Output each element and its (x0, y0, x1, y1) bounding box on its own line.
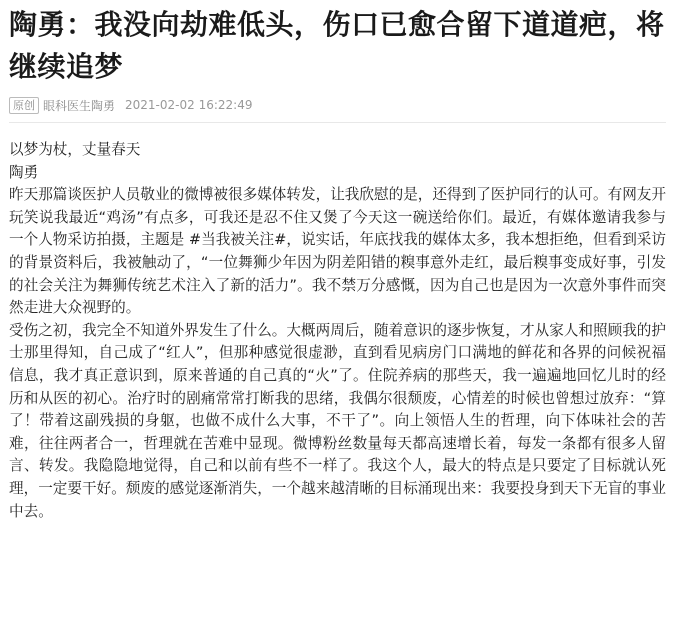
divider (9, 122, 666, 123)
original-badge: 原创 (9, 97, 39, 114)
article-body (9, 139, 666, 523)
paragraph: 昨天那篇谈医护人员敬业的微博被很多媒体转发，让我欣慰的是，还得到了医护同行的认可。有网友开玩笑说我最近“鸡汤”有点多，可我还是忍不住又煲了今天这一碗送给你们。最近，有媒体邀请我参与一个人物采访拍摄，主题是 #当我被关注#，说实话，年底找我的媒体太多，我本想拒绝，但看到采访的背景资料后，我被触动了，“一位舞狮少年因为阴差阳错的糗事意外走红，最后糗事变成好事，引发的社会关注为舞狮传统艺术注入了新的活力”。我不禁万分感慨，因为自己也是因为一次意外事件而突然走进大众视野的。 (9, 186, 666, 317)
article-title: 陶勇：我没向劫难低头，伤口已愈合留下道道疤，将继续追梦 (9, 8, 665, 83)
paragraph: 陶勇 (9, 163, 39, 181)
publish-date: 2021-02-02 16:22:49 (125, 98, 253, 112)
paragraph: 以梦为杖，丈量春天 (9, 141, 141, 158)
article-meta (9, 94, 666, 116)
author-link[interactable]: 眼科医生陶勇 (43, 98, 116, 113)
paragraph: 受伤之初，我完全不知道外界发生了什么。大概两周后，随着意识的逐步恢复，才从家人和照顾我的护士那里得知，自己成了“红人”，但那种感觉很虚渺，直到看见病房门口满地的鲜花和各界的问候祝福信息，我才真正意识到，原来普通的自己真的“火”了。住院养病的那些天，我一遍遍地回忆儿时的经历和从医的初心。治疗时的剧痛常常打断我的思绪，我偶尔很颓废，心情差的时候也曾想过放弃：“算了！带着这副残损的身躯，也做不成什么大事，不干了”。向上领悟人生的哲理，向下体味社会的苦难，往往两者合一，哲理就在苦难中显现。微博粉丝数量每天都高速增长着，每发一条都有很多人留言、转发。我隐隐地觉得，自己和以前有些不一样了。我这个人，最大的特点是只要定了目标就认死理，一定要干好。颓废的感觉逐渐消失，一个越来越清晰的目标涌现出来：我要投身到天下无盲的事业中去。 (9, 321, 666, 520)
